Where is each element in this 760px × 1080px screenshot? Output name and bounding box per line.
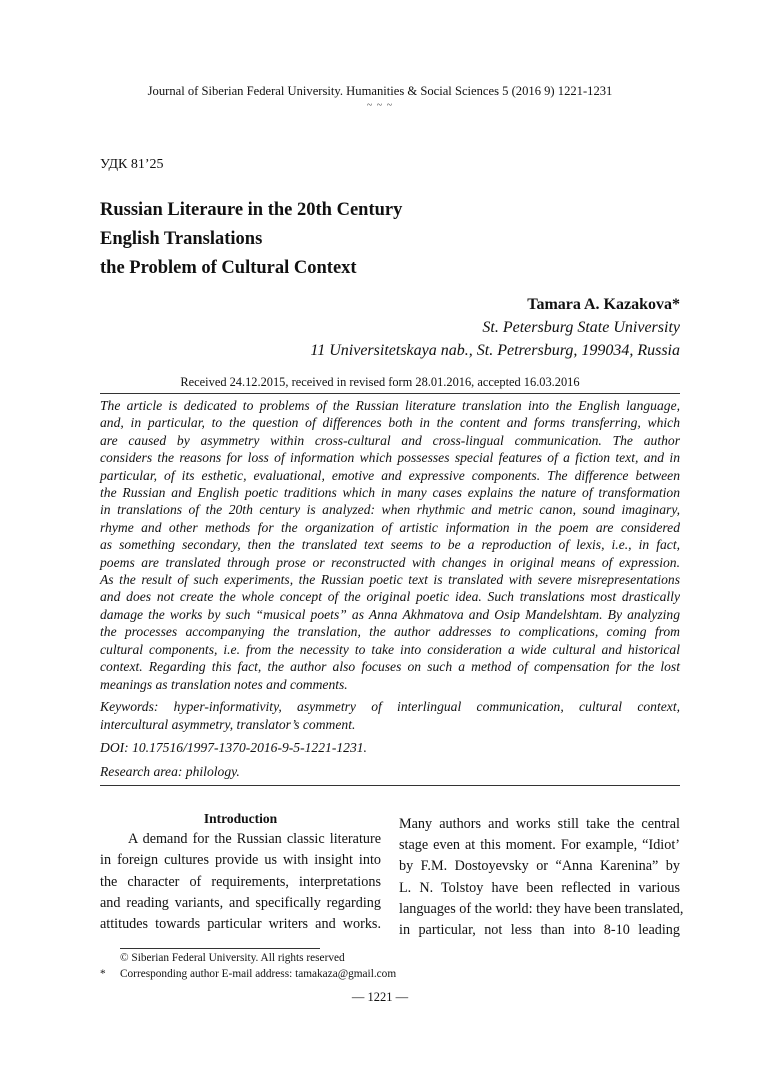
abstract-line: damage the works by such “musical poets” as Anna Akhmatova and Osip Mandelshtam. By analyzing	[100, 606, 680, 622]
body-line: languages of the world: they have been translated,	[399, 900, 684, 917]
abstract-line: and, in particular, to the question of differences both in the content and forms transferring, which	[100, 415, 680, 431]
author-block	[310, 293, 680, 362]
footnote-email: Corresponding author E-mail address: tamakaza@gmail.com	[120, 968, 397, 980]
article-title	[100, 196, 402, 283]
doi: DOI: 10.17516/1997-1370-2016-9-5-1221-1231.	[100, 740, 367, 755]
abstract	[100, 397, 680, 693]
research-area: Research area: philology.	[100, 764, 240, 779]
author-name: Tamara A. Kazakova*	[527, 296, 680, 313]
body-line: in particular, not less than into 8-10 leading	[399, 922, 680, 939]
keywords-line: intercultural asymmetry, translator’s comment.	[100, 717, 356, 732]
right-column	[399, 814, 684, 941]
abstract-line: the Russian and English poetic traditions which in many cases explains the nature of transformation	[100, 485, 680, 501]
author-affiliation: St. Petersburg State University	[482, 319, 680, 336]
abstract-line: The article is dedicated to problems of the Russian literature translation into the English language,	[100, 398, 680, 413]
abstract-line: rhyme and other methods for the organization of artistic information in the poem are considered	[100, 519, 680, 535]
divider	[100, 393, 680, 394]
title-line: English Translations	[100, 229, 263, 249]
divider	[100, 785, 680, 786]
abstract-line: considers the reasons for loss of information which possesses special features of a fiction text, and in	[100, 450, 680, 466]
title-line: Russian Literaure in the 20th Century	[100, 200, 403, 220]
abstract-line: cultural components, i.e. from the necessity to take into consideration a wide cultural and historical	[100, 641, 680, 657]
abstract-line: are caused by asymmetry within cross-cultural and cross-lingual communication. The author	[100, 432, 680, 448]
header-ornament: ~ ~ ~	[366, 100, 394, 111]
author-address: 11 Universitetskaya nab., St. Petrersburg, 199034, Russia	[310, 342, 680, 359]
abstract-line: meanings as translation notes and comments.	[100, 676, 348, 692]
body-line: stage even at this moment. For example, “Idiot’	[399, 837, 680, 854]
abstract-line: context. Regarding this fact, the author also focuses on such a method of compensation for the lost	[100, 659, 680, 675]
keywords-line: Keywords: hyper-informativity, asymmetry of interlingual communication, cultural context,	[100, 699, 680, 714]
body-line: A demand for the Russian classic literature	[128, 831, 381, 848]
footnote-copyright: © Siberian Federal University. All rights reserved	[120, 952, 345, 964]
abstract-line: particular, of its esthetic, evaluational, emotive and expressive components. The difference between	[100, 467, 680, 483]
footnote-marker: *	[100, 968, 106, 980]
abstract-line: in translations of the 20th century is analyzed: when rhythmic and metric canon, sound imaginary,	[100, 502, 680, 518]
abstract-line: As the result of such experiments, the Russian poetic text is translated with severe misrepresentations	[100, 572, 680, 588]
left-column	[100, 808, 381, 935]
section-heading: Introduction	[203, 811, 278, 826]
body-line: in foreign cultures provide us with insight into	[100, 852, 381, 869]
body-line: attitudes towards particular writers and works.	[100, 916, 381, 933]
keywords	[100, 698, 680, 734]
abstract-line: the processes accompanying the translation, the author addresses to complications, coming from	[100, 624, 680, 640]
page-number: — 1221 —	[351, 990, 409, 1004]
title-line: the Problem of Cultural Context	[100, 258, 357, 278]
abstract-line: as something secondary, then the translated text seems to be a reproduction of lexis, i.e., in fact,	[100, 537, 680, 553]
footnote-divider	[120, 948, 320, 949]
body-line: by F.M. Dostoyevsky or “Anna Karenina” by	[399, 858, 680, 875]
journal-header: Journal of Siberian Federal University. Humanities & Social Sciences 5 (2016 9) 1221-1231	[147, 84, 613, 98]
received-dates: Received 24.12.2015, received in revised form 28.01.2016, accepted 16.03.2016	[180, 375, 580, 389]
body-line: L. N. Tolstoy have been reflected in various	[399, 879, 680, 896]
body-line: and reading variants, and specifically regarding	[100, 894, 381, 911]
abstract-line: poems are translated through prose or reconstructed with changes in original means of expression.	[100, 554, 680, 570]
abstract-line: and does not create the whole concept of the original poetic idea. Such translations most drastically	[100, 589, 680, 605]
body-line: the character of requirements, interpretations	[100, 873, 381, 890]
udk-code: УДК 81’25	[100, 157, 164, 172]
body-line: Many authors and works still take the central	[399, 816, 680, 832]
